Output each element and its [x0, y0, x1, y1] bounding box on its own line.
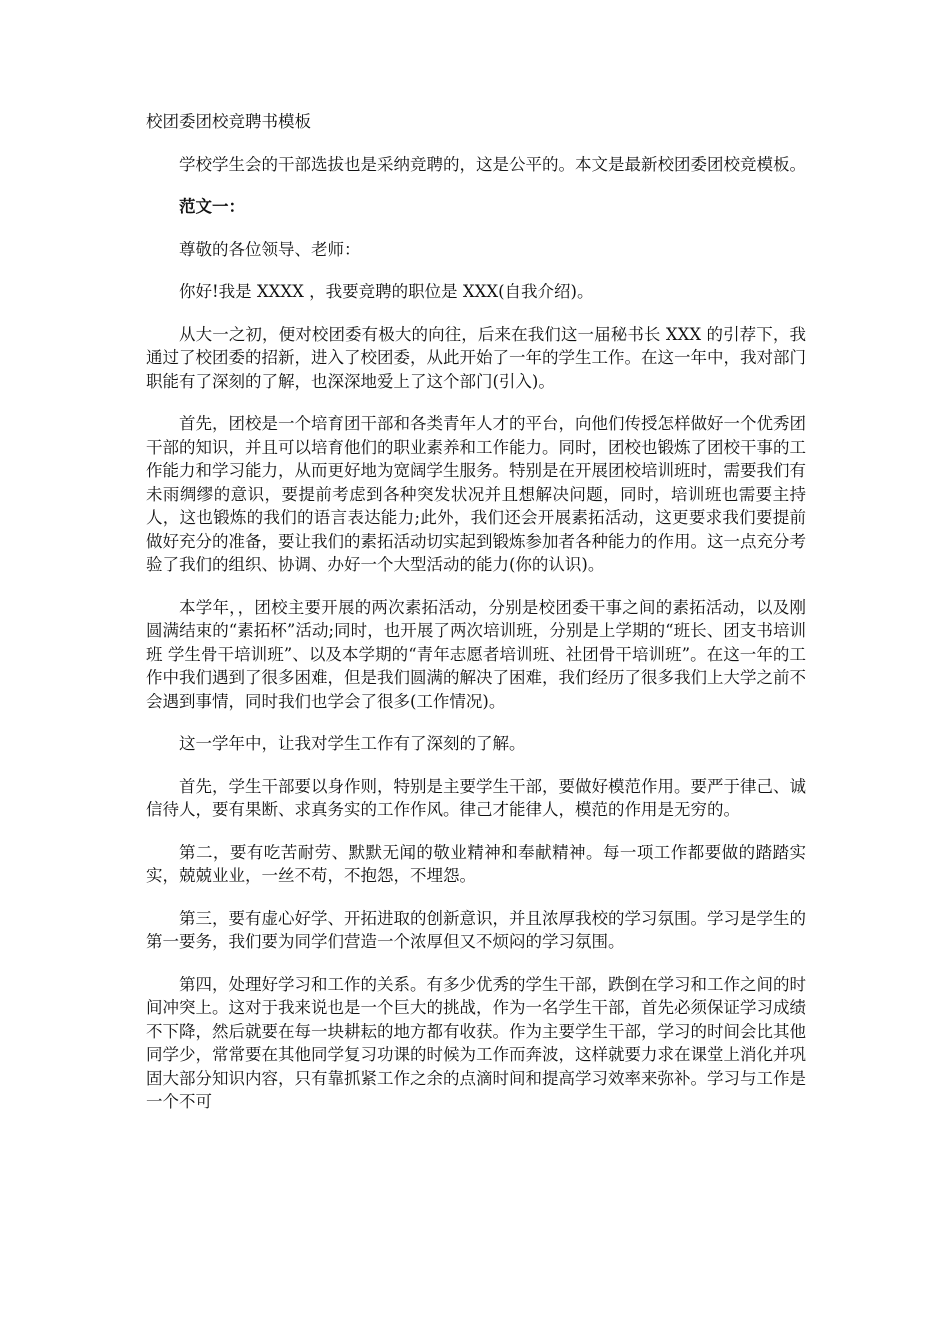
body-paragraph: 你好!我是 XXXX ，我要竞聘的职位是 XXX(自我介绍)。 [179, 282, 594, 301]
section-heading: 范文一： [179, 197, 245, 216]
body-paragraph: 这一学年中，让我对学生工作有了深刻的了解。 [179, 734, 526, 753]
document-title: 校团委团校竞聘书模板 [146, 112, 311, 131]
body-paragraph: 第二，要有吃苦耐劳、默默无闻的敬业精神和奉献精神。每一项工作都要做的踏踏实实，兢兢业业，一丝不苟，不抱怨，不埋怨。 [146, 842, 806, 885]
document-page [146, 110, 806, 1133]
body-paragraph: 首先，团校是一个培育团干部和各类青年人才的平台，向他们传授怎样做好一个优秀团干部的知识，并且可以培育他们的职业素养和工作能力。同时，团校也锻炼了团校干事的工作能力和学习能力，从而更好地为宽阔学生服务。特别是在开展团校培训班时，需要我们有未雨绸缪的意识，要提前考虑到各种突发状况并且想解决问题，同时，培训班也需要主持人，这也锻炼的我们的语言表达能力;此外，我们还会开展素拓活动，这更要求我们要提前做好充分的准备，要让我们的素拓活动切实起到锻炼参加者各种能力的作用。这一点充分考验了我们的组织、协调、办好一个大型活动的能力(你的认识)。 [146, 414, 806, 574]
body-paragraph: 从大一之初，便对校团委有极大的向往，后来在我们这一届秘书长 XXX 的引荐下，我通过了校团委的招新，进入了校团委，从此开始了一年的学生工作。在这一年中，我对部门职能有了深刻的了解，也深深地爱上了这个部门(引入)。 [146, 324, 806, 391]
body-paragraph: 首先，学生干部要以身作则，特别是主要学生干部，要做好模范作用。要严于律己、诚信待人，要有果断、求真务实的工作作风。律己才能律人，模范的作用是无穷的。 [146, 776, 806, 819]
intro-paragraph: 学校学生会的干部选拔也是采纳竞聘的，这是公平的。本文是最新校团委团校竞模板。 [179, 154, 806, 174]
body-paragraph: 第四，处理好学习和工作的关系。有多少优秀的学生干部，跌倒在学习和工作之间的时间冲突上。这对于我来说也是一个巨大的挑战，作为一名学生干部，首先必须保证学习成绩不下降，然后就要在每一块耕耘的地方都有收获。作为主要学生干部，学习的时间会比其他同学少，常常要在其他同学复习功课的时候为工作而奔波，这样就要力求在课堂上消化并巩固大部分知识内容，只有靠抓紧工作之余的点滴时间和提高学习效率来弥补。学习与工作是一个不可 [146, 974, 806, 1111]
salutation: 尊敬的各位领导、老师： [179, 239, 361, 259]
body-paragraph: 第三，要有虚心好学、开拓进取的创新意识，并且浓厚我校的学习氛围。学习是学生的第一要务，我们要为同学们营造一个浓厚但又不烦闷的学习氛围。 [146, 908, 806, 951]
body-paragraph: 本学年，，团校主要开展的两次素拓活动，分别是校团委干事之间的素拓活动，以及刚圆满结束的“素拓杯”活动;同时，也开展了两次培训班，分别是上学期的“班长、团支书培训班 学生骨干培训班”、以及本学期的“青年志愿者培训班、社团骨干培训班”。在这一年的工作中我们遇到了很多困难，但是我们圆满的解决了困难，我们经历了很多我们上大学之前不会遇到事情，同时我们也学会了很多(工作情况)。 [146, 597, 806, 711]
